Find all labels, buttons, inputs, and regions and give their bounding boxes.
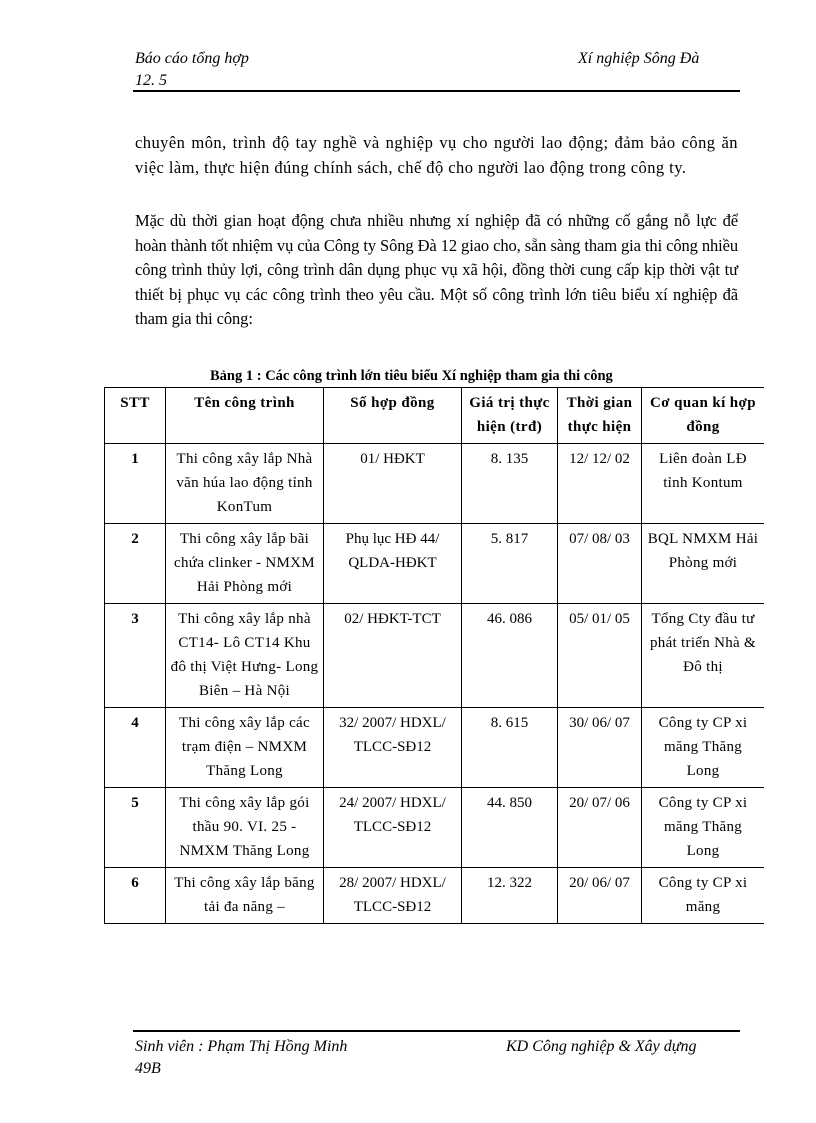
- cell-agency: Tổng Cty đầu tư phát triển Nhà & Đô thị: [642, 604, 765, 708]
- projects-table: [104, 387, 764, 924]
- cell-agency: BQL NMXM Hải Phòng mới: [642, 524, 765, 604]
- cell-time: 07/ 08/ 03: [558, 524, 642, 604]
- cell-agency: Công ty CP xi măng: [642, 868, 765, 924]
- table-caption: Bảng 1 : Các công trình lớn tiêu biểu Xí nghiệp tham gia thi công: [210, 368, 613, 384]
- cell-project-name: Thi công xây lắp gói thầu 90. VI. 25 - NMXM Thăng Long: [166, 788, 324, 868]
- cell-time: 20/ 06/ 07: [558, 868, 642, 924]
- header-contract-number: Số hợp đồng: [324, 388, 462, 444]
- footer-student: [135, 1036, 347, 1080]
- cell-contract-number: Phụ lục HĐ 44/ QLDA-HĐKT: [324, 524, 462, 604]
- paragraph-1: chuyên môn, trình độ tay nghề và nghiệp vụ cho người lao động; đảm bảo công ăn việc làm, thực hiện đúng chính sách, chế độ cho người lao động trong công ty.: [135, 133, 738, 177]
- cell-value: 8. 615: [462, 708, 558, 788]
- cell-stt: 5: [105, 788, 166, 868]
- paragraph-2: Mặc dù thời gian hoạt động chưa nhiều nhưng xí nghiệp đã có những cố gắng nỗ lực để hoàn thành tốt nhiệm vụ của Công ty Sông Đà 12 giao cho, sẵn sàng tham gia thi công nhiều công trình thủy lợi, công trình dân dụng phục vụ xã hội, đồng thời cung cấp kịp thời vật tư thiết bị phục vụ các công trình theo yêu cầu. Một số công trình lớn tiêu biểu xí nghiệp đã tham gia thi công:: [135, 211, 738, 328]
- cell-contract-number: 02/ HĐKT-TCT: [324, 604, 462, 708]
- table-row: [105, 524, 765, 604]
- header-title-line1: Báo cáo tổng hợp: [135, 50, 249, 67]
- header-value: Giá trị thực hiện (trđ): [462, 388, 558, 444]
- cell-stt: 6: [105, 868, 166, 924]
- table-header-row: [105, 388, 765, 444]
- header-company: Xí nghiệp Sông Đà: [578, 50, 700, 67]
- cell-value: 5. 817: [462, 524, 558, 604]
- table-row: [105, 788, 765, 868]
- cell-agency: Liên đoàn LĐ tỉnh Kontum: [642, 444, 765, 524]
- cell-time: 20/ 07/ 06: [558, 788, 642, 868]
- cell-project-name: Thi công xây lắp bãi chứa clinker - NMXM Hải Phòng mới: [166, 524, 324, 604]
- cell-value: 46. 086: [462, 604, 558, 708]
- header-project-name: Tên công trình: [166, 388, 324, 444]
- cell-value: 8. 135: [462, 444, 558, 524]
- cell-time: 30/ 06/ 07: [558, 708, 642, 788]
- cell-contract-number: 32/ 2007/ HDXL/ TLCC-SĐ12: [324, 708, 462, 788]
- table-row: [105, 604, 765, 708]
- header-agency: Cơ quan kí hợp đồng: [642, 388, 765, 444]
- cell-stt: 4: [105, 708, 166, 788]
- cell-time: 12/ 12/ 02: [558, 444, 642, 524]
- cell-value: 12. 322: [462, 868, 558, 924]
- projects-table-container: [104, 387, 764, 1013]
- cell-contract-number: 01/ HĐKT: [324, 444, 462, 524]
- table-row: [105, 444, 765, 524]
- cell-time: 05/ 01/ 05: [558, 604, 642, 708]
- cell-project-name: Thi công xây lắp băng tải đa năng –: [166, 868, 324, 924]
- header-stt: STT: [105, 388, 166, 444]
- footer-student-line2: 49B: [135, 1060, 161, 1077]
- cell-contract-number: 28/ 2007/ HDXL/ TLCC-SĐ12: [324, 868, 462, 924]
- cell-value: 44. 850: [462, 788, 558, 868]
- header-time: Thời gian thực hiện: [558, 388, 642, 444]
- cell-project-name: Thi công xây lắp Nhà văn húa lao động tỉnh KonTum: [166, 444, 324, 524]
- header-report-title: [135, 48, 249, 92]
- cell-agency: Công ty CP xi măng Thăng Long: [642, 788, 765, 868]
- header-title-line2: 12. 5: [135, 72, 167, 89]
- cell-project-name: Thi công xây lắp các trạm điện – NMXM Thăng Long: [166, 708, 324, 788]
- footer-student-line1: Sinh viên : Phạm Thị Hồng Minh: [135, 1038, 348, 1055]
- footer-department: KD Công nghiệp & Xây dựng: [506, 1038, 697, 1055]
- table-row: [105, 708, 765, 788]
- cell-stt: 1: [105, 444, 166, 524]
- footer-divider: [133, 1030, 740, 1032]
- cell-project-name: Thi công xây lắp nhà CT14- Lô CT14 Khu đô thị Việt Hưng- Long Biên – Hà Nội: [166, 604, 324, 708]
- cell-agency: Công ty CP xi măng Thăng Long: [642, 708, 765, 788]
- header-divider: [133, 90, 740, 92]
- cell-stt: 3: [105, 604, 166, 708]
- cell-contract-number: 24/ 2007/ HDXL/ TLCC-SĐ12: [324, 788, 462, 868]
- table-row: [105, 868, 765, 924]
- cell-stt: 2: [105, 524, 166, 604]
